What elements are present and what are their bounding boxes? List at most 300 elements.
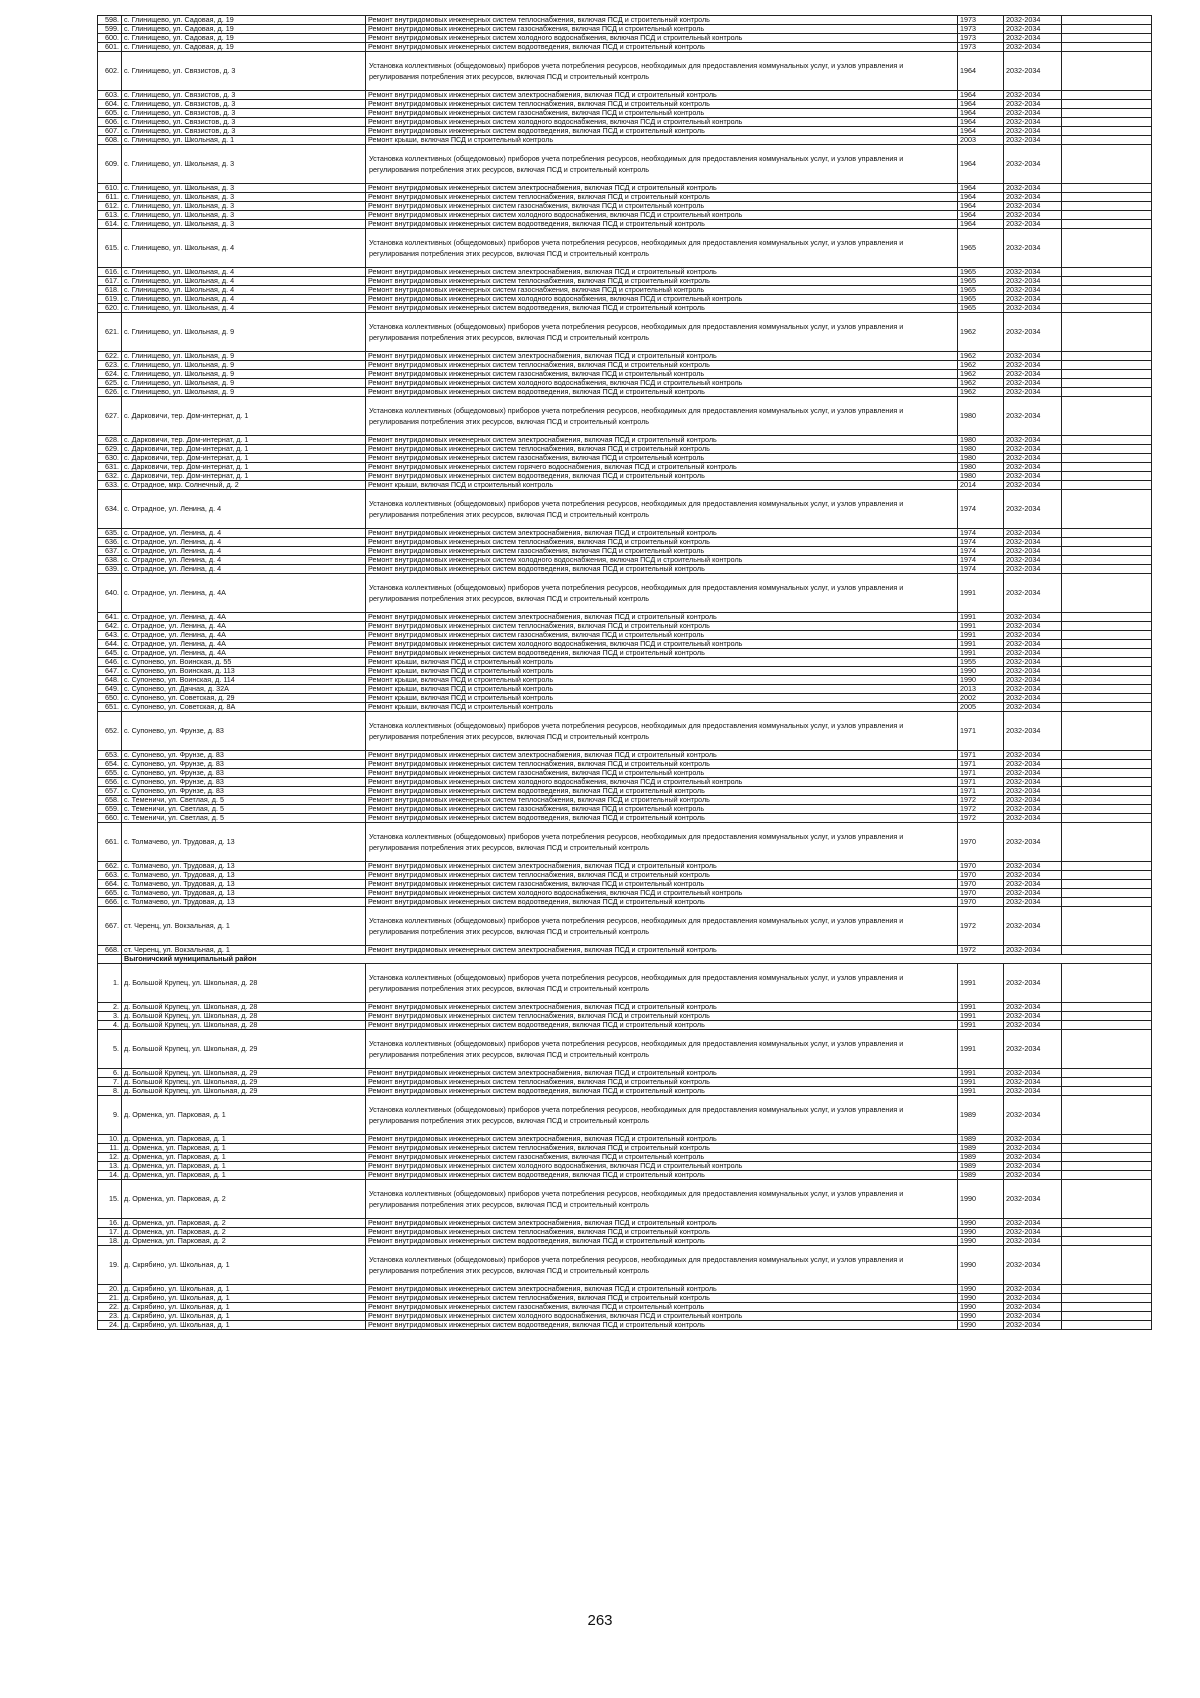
row-number-cell: 656. (98, 778, 122, 787)
table-row (98, 25, 1152, 34)
year-cell: 1989 (958, 1171, 1004, 1180)
work-type-cell: Ремонт внутридомовых инженерных систем теплоснабжения, включая ПСД и строительный контроль (366, 1294, 958, 1303)
blank-cell (1062, 1030, 1152, 1069)
table-row (98, 184, 1152, 193)
address-cell: с. Отрадное, ул. Ленина, д. 4 (122, 490, 366, 529)
period-cell: 2032-2034 (1004, 277, 1062, 286)
table-row (98, 574, 1152, 613)
period-cell: 2032-2034 (1004, 1012, 1062, 1021)
period-cell: 2032-2034 (1004, 1228, 1062, 1237)
work-type-cell: Ремонт внутридомовых инженерных систем электроснабжения, включая ПСД и строительный контроль (366, 862, 958, 871)
work-type-cell: Ремонт внутридомовых инженерных систем холодного водоснабжения, включая ПСД и строительный контроль (366, 379, 958, 388)
work-type-cell: Ремонт внутридомовых инженерных систем газоснабжения, включая ПСД и строительный контроль (366, 631, 958, 640)
year-cell: 1965 (958, 295, 1004, 304)
year-cell: 1980 (958, 463, 1004, 472)
year-cell: 2014 (958, 481, 1004, 490)
blank-cell (1062, 1012, 1152, 1021)
address-cell: с. Супонево, ул. Советская, д. 8А (122, 703, 366, 712)
work-type-cell: Ремонт внутридомовых инженерных систем газоснабжения, включая ПСД и строительный контроль (366, 370, 958, 379)
address-cell: с. Глинищево, ул. Школьная, д. 9 (122, 361, 366, 370)
blank-cell (1062, 136, 1152, 145)
period-cell: 2032-2034 (1004, 193, 1062, 202)
year-cell: 1965 (958, 286, 1004, 295)
address-cell: с. Отрадное, ул. Ленина, д. 4 (122, 529, 366, 538)
row-number-cell: 647. (98, 667, 122, 676)
period-cell: 2032-2034 (1004, 1303, 1062, 1312)
address-cell: с. Дарковичи, тер. Дом-интернат, д. 1 (122, 445, 366, 454)
table-row (98, 286, 1152, 295)
address-cell: д. Скрябино, ул. Школьная, д. 1 (122, 1246, 366, 1285)
table-row (98, 889, 1152, 898)
year-cell: 1964 (958, 100, 1004, 109)
table-row (98, 370, 1152, 379)
work-type-cell: Ремонт внутридомовых инженерных систем теплоснабжения, включая ПСД и строительный контроль (366, 622, 958, 631)
period-cell: 2032-2034 (1004, 814, 1062, 823)
row-number-cell: 668. (98, 946, 122, 955)
work-type-cell: Ремонт внутридомовых инженерных систем водоотведения, включая ПСД и строительный контроль (366, 388, 958, 397)
table-row (98, 1030, 1152, 1069)
address-cell: с. Глинищево, ул. Связистов, д. 3 (122, 109, 366, 118)
row-number-cell: 623. (98, 361, 122, 370)
blank-cell (1062, 286, 1152, 295)
row-number-cell: 4. (98, 1021, 122, 1030)
address-cell: с. Супонево, ул. Дачная, д. 32А (122, 685, 366, 694)
row-number-cell: 17. (98, 1228, 122, 1237)
row-number-cell: 633. (98, 481, 122, 490)
row-number-cell: 616. (98, 268, 122, 277)
row-number-cell: 648. (98, 676, 122, 685)
work-type-cell: Установка коллективных (общедомовых) приборов учета потребления ресурсов, необходимых для предоставления коммунальных услуг, и узлов управления и регулирования потребления этих ресурсов, включая ПСД и строительный контроль (366, 574, 958, 613)
row-number-cell: 657. (98, 787, 122, 796)
year-cell: 1964 (958, 91, 1004, 100)
blank-cell (1062, 1321, 1152, 1330)
table-body-part2 (98, 964, 1152, 1330)
work-type-cell: Ремонт внутридомовых инженерных систем холодного водоснабжения, включая ПСД и строительный контроль (366, 118, 958, 127)
table-row (98, 193, 1152, 202)
table-row (98, 667, 1152, 676)
year-cell: 1974 (958, 529, 1004, 538)
table-row (98, 694, 1152, 703)
row-number-cell: 23. (98, 1312, 122, 1321)
work-type-cell: Ремонт внутридомовых инженерных систем холодного водоснабжения, включая ПСД и строительный контроль (366, 1162, 958, 1171)
table-row (98, 352, 1152, 361)
row-number-cell: 612. (98, 202, 122, 211)
blank-cell (1062, 805, 1152, 814)
work-type-cell: Ремонт внутридомовых инженерных систем теплоснабжения, включая ПСД и строительный контроль (366, 16, 958, 25)
work-type-cell: Установка коллективных (общедомовых) приборов учета потребления ресурсов, необходимых для предоставления коммунальных услуг, и узлов управления и регулирования потребления этих ресурсов, включая ПСД и строительный контроль (366, 712, 958, 751)
year-cell: 1973 (958, 25, 1004, 34)
period-cell: 2032-2034 (1004, 25, 1062, 34)
work-type-cell: Ремонт внутридомовых инженерных систем электроснабжения, включая ПСД и строительный контроль (366, 613, 958, 622)
year-cell: 1962 (958, 313, 1004, 352)
period-cell: 2032-2034 (1004, 463, 1062, 472)
row-number-cell: 654. (98, 760, 122, 769)
address-cell: с. Супонево, ул. Фрунзе, д. 83 (122, 778, 366, 787)
address-cell: с. Супонево, ул. Фрунзе, д. 83 (122, 787, 366, 796)
blank-cell (1062, 202, 1152, 211)
work-type-cell: Ремонт крыши, включая ПСД и строительный контроль (366, 694, 958, 703)
capital-repair-table (97, 15, 1152, 1330)
year-cell: 1973 (958, 34, 1004, 43)
work-type-cell: Ремонт внутридомовых инженерных систем горячего водоснабжения, включая ПСД и строительный контроль (366, 463, 958, 472)
table-row (98, 436, 1152, 445)
year-cell: 1964 (958, 145, 1004, 184)
work-type-cell: Ремонт внутридомовых инженерных систем газоснабжения, включая ПСД и строительный контроль (366, 202, 958, 211)
year-cell: 1971 (958, 712, 1004, 751)
table-row (98, 631, 1152, 640)
row-number-cell: 3. (98, 1012, 122, 1021)
work-type-cell: Ремонт внутридомовых инженерных систем газоснабжения, включая ПСД и строительный контроль (366, 1153, 958, 1162)
year-cell: 1964 (958, 184, 1004, 193)
period-cell: 2032-2034 (1004, 1246, 1062, 1285)
work-type-cell: Ремонт внутридомовых инженерных систем газоснабжения, включая ПСД и строительный контроль (366, 880, 958, 889)
work-type-cell: Ремонт внутридомовых инженерных систем теплоснабжения, включая ПСД и строительный контроль (366, 100, 958, 109)
blank-cell (1062, 667, 1152, 676)
table-row (98, 547, 1152, 556)
table-row (98, 1321, 1152, 1330)
year-cell: 1971 (958, 787, 1004, 796)
address-cell: с. Отрадное, ул. Ленина, д. 4А (122, 574, 366, 613)
row-number-cell: 635. (98, 529, 122, 538)
period-cell: 2032-2034 (1004, 1069, 1062, 1078)
row-number-cell: 610. (98, 184, 122, 193)
address-cell: д. Скрябино, ул. Школьная, д. 1 (122, 1303, 366, 1312)
year-cell: 1974 (958, 490, 1004, 529)
row-number-cell: 637. (98, 547, 122, 556)
blank-cell (1062, 1219, 1152, 1228)
table-row (98, 1162, 1152, 1171)
row-number-cell: 13. (98, 1162, 122, 1171)
address-cell: д. Скрябино, ул. Школьная, д. 1 (122, 1321, 366, 1330)
period-cell: 2032-2034 (1004, 964, 1062, 1003)
address-cell: с. Глинищево, ул. Связистов, д. 3 (122, 127, 366, 136)
row-number-cell: 630. (98, 454, 122, 463)
row-number-cell: 658. (98, 796, 122, 805)
period-cell: 2032-2034 (1004, 34, 1062, 43)
table-row (98, 1180, 1152, 1219)
work-type-cell: Установка коллективных (общедомовых) приборов учета потребления ресурсов, необходимых для предоставления коммунальных услуг, и узлов управления и регулирования потребления этих ресурсов, включая ПСД и строительный контроль (366, 313, 958, 352)
blank-cell (1062, 1021, 1152, 1030)
address-cell: с. Глинищево, ул. Школьная, д. 4 (122, 268, 366, 277)
row-number-cell: 665. (98, 889, 122, 898)
period-cell: 2032-2034 (1004, 1162, 1062, 1171)
blank-cell (1062, 658, 1152, 667)
table-row (98, 304, 1152, 313)
work-type-cell: Установка коллективных (общедомовых) приборов учета потребления ресурсов, необходимых для предоставления коммунальных услуг, и узлов управления и регулирования потребления этих ресурсов, включая ПСД и строительный контроль (366, 52, 958, 91)
year-cell: 1964 (958, 202, 1004, 211)
table-row (98, 202, 1152, 211)
address-cell: с. Глинищево, ул. Связистов, д. 3 (122, 100, 366, 109)
work-type-cell: Ремонт внутридомовых инженерных систем теплоснабжения, включая ПСД и строительный контроль (366, 1078, 958, 1087)
address-cell: с. Глинищево, ул. Школьная, д. 4 (122, 286, 366, 295)
table-row (98, 397, 1152, 436)
blank-cell (1062, 649, 1152, 658)
year-cell: 1973 (958, 43, 1004, 52)
address-cell: д. Орменка, ул. Парковая, д. 1 (122, 1153, 366, 1162)
blank-cell (1062, 184, 1152, 193)
year-cell: 1990 (958, 1219, 1004, 1228)
period-cell: 2032-2034 (1004, 805, 1062, 814)
row-number-cell: 619. (98, 295, 122, 304)
year-cell: 1962 (958, 352, 1004, 361)
year-cell: 1991 (958, 613, 1004, 622)
table-row (98, 1069, 1152, 1078)
blank-cell (1062, 1303, 1152, 1312)
row-number-cell: 20. (98, 1285, 122, 1294)
year-cell: 1965 (958, 304, 1004, 313)
blank-cell (1062, 946, 1152, 955)
work-type-cell: Ремонт внутридомовых инженерных систем электроснабжения, включая ПСД и строительный контроль (366, 184, 958, 193)
address-cell: с. Теменичи, ул. Светлая, д. 5 (122, 796, 366, 805)
period-cell: 2032-2034 (1004, 286, 1062, 295)
year-cell: 1990 (958, 1246, 1004, 1285)
table-row (98, 145, 1152, 184)
period-cell: 2032-2034 (1004, 778, 1062, 787)
address-cell: с. Глинищево, ул. Школьная, д. 4 (122, 277, 366, 286)
year-cell: 1991 (958, 622, 1004, 631)
table-row (98, 34, 1152, 43)
period-cell: 2032-2034 (1004, 823, 1062, 862)
table-row (98, 463, 1152, 472)
year-cell: 1990 (958, 1228, 1004, 1237)
work-type-cell: Ремонт внутридомовых инженерных систем электроснабжения, включая ПСД и строительный контроль (366, 1069, 958, 1078)
period-cell: 2032-2034 (1004, 379, 1062, 388)
address-cell: д. Большой Крупец, ул. Школьная, д. 28 (122, 964, 366, 1003)
period-cell: 2032-2034 (1004, 1135, 1062, 1144)
work-type-cell: Ремонт крыши, включая ПСД и строительный контроль (366, 685, 958, 694)
year-cell: 1980 (958, 445, 1004, 454)
address-cell: с. Глинищево, ул. Школьная, д. 9 (122, 313, 366, 352)
work-type-cell: Ремонт внутридомовых инженерных систем водоотведения, включая ПСД и строительный контроль (366, 565, 958, 574)
work-type-cell: Ремонт внутридомовых инженерных систем водоотведения, включая ПСД и строительный контроль (366, 1321, 958, 1330)
period-cell: 2032-2034 (1004, 490, 1062, 529)
blank-cell (1062, 445, 1152, 454)
period-cell: 2032-2034 (1004, 1312, 1062, 1321)
year-cell: 1990 (958, 1312, 1004, 1321)
row-number-cell: 650. (98, 694, 122, 703)
address-cell: д. Орменка, ул. Парковая, д. 2 (122, 1237, 366, 1246)
address-cell: с. Глинищево, ул. Садовая, д. 19 (122, 16, 366, 25)
blank-cell (1062, 295, 1152, 304)
year-cell: 1972 (958, 907, 1004, 946)
work-type-cell: Установка коллективных (общедомовых) приборов учета потребления ресурсов, необходимых для предоставления коммунальных услуг, и узлов управления и регулирования потребления этих ресурсов, включая ПСД и строительный контроль (366, 907, 958, 946)
blank-cell (1062, 694, 1152, 703)
year-cell: 2013 (958, 685, 1004, 694)
period-cell: 2032-2034 (1004, 127, 1062, 136)
year-cell: 1980 (958, 436, 1004, 445)
work-type-cell: Ремонт внутридомовых инженерных систем водоотведения, включая ПСД и строительный контроль (366, 649, 958, 658)
row-number-cell: 18. (98, 1237, 122, 1246)
year-cell: 1991 (958, 1030, 1004, 1069)
address-cell: с. Толмачево, ул. Трудовая, д. 13 (122, 823, 366, 862)
work-type-cell: Ремонт внутридомовых инженерных систем газоснабжения, включая ПСД и строительный контроль (366, 1303, 958, 1312)
row-number-cell: 634. (98, 490, 122, 529)
table-row (98, 1078, 1152, 1087)
row-number-cell: 21. (98, 1294, 122, 1303)
table-row (98, 685, 1152, 694)
blank-cell (1062, 277, 1152, 286)
address-cell: с. Супонево, ул. Фрунзе, д. 83 (122, 751, 366, 760)
blank-cell (1062, 34, 1152, 43)
address-cell: с. Дарковичи, тер. Дом-интернат, д. 1 (122, 397, 366, 436)
blank-cell (1062, 778, 1152, 787)
address-cell: д. Орменка, ул. Парковая, д. 1 (122, 1096, 366, 1135)
year-cell: 1991 (958, 1069, 1004, 1078)
row-number-cell: 601. (98, 43, 122, 52)
period-cell: 2032-2034 (1004, 880, 1062, 889)
table-row (98, 649, 1152, 658)
work-type-cell: Ремонт крыши, включая ПСД и строительный контроль (366, 703, 958, 712)
address-cell: с. Глинищево, ул. Связистов, д. 3 (122, 118, 366, 127)
work-type-cell: Ремонт внутридомовых инженерных систем электроснабжения, включая ПСД и строительный контроль (366, 751, 958, 760)
work-type-cell: Ремонт внутридомовых инженерных систем электроснабжения, включая ПСД и строительный контроль (366, 91, 958, 100)
period-cell: 2032-2034 (1004, 538, 1062, 547)
year-cell: 1971 (958, 769, 1004, 778)
period-cell: 2032-2034 (1004, 295, 1062, 304)
work-type-cell: Ремонт внутридомовых инженерных систем теплоснабжения, включая ПСД и строительный контроль (366, 1144, 958, 1153)
blank-cell (1062, 1162, 1152, 1171)
address-cell: с. Глинищево, ул. Школьная, д. 9 (122, 379, 366, 388)
blank-cell (1062, 463, 1152, 472)
table-row (98, 814, 1152, 823)
row-number-cell: 661. (98, 823, 122, 862)
blank-cell (1062, 529, 1152, 538)
address-cell: д. Большой Крупец, ул. Школьная, д. 29 (122, 1078, 366, 1087)
work-type-cell: Ремонт крыши, включая ПСД и строительный контроль (366, 136, 958, 145)
period-cell: 2032-2034 (1004, 667, 1062, 676)
row-number-cell: 24. (98, 1321, 122, 1330)
year-cell: 1990 (958, 676, 1004, 685)
address-cell: с. Теменичи, ул. Светлая, д. 5 (122, 814, 366, 823)
table-row (98, 295, 1152, 304)
blank-cell (1062, 898, 1152, 907)
address-cell: ст. Черенц, ул. Вокзальная, д. 1 (122, 907, 366, 946)
year-cell: 1970 (958, 871, 1004, 880)
address-cell: д. Орменка, ул. Парковая, д. 2 (122, 1228, 366, 1237)
year-cell: 1971 (958, 778, 1004, 787)
period-cell: 2032-2034 (1004, 547, 1062, 556)
blank-cell (1062, 640, 1152, 649)
work-type-cell: Ремонт внутридомовых инженерных систем электроснабжения, включая ПСД и строительный контроль (366, 1219, 958, 1228)
year-cell: 1991 (958, 964, 1004, 1003)
row-number-cell: 625. (98, 379, 122, 388)
address-cell: с. Отрадное, ул. Ленина, д. 4А (122, 631, 366, 640)
period-cell: 2032-2034 (1004, 565, 1062, 574)
row-number-cell: 645. (98, 649, 122, 658)
year-cell: 1964 (958, 52, 1004, 91)
address-cell: д. Скрябино, ул. Школьная, д. 1 (122, 1294, 366, 1303)
row-number-cell: 622. (98, 352, 122, 361)
work-type-cell: Ремонт внутридомовых инженерных систем электроснабжения, включая ПСД и строительный контроль (366, 1135, 958, 1144)
work-type-cell: Ремонт внутридомовых инженерных систем водоотведения, включая ПСД и строительный контроль (366, 127, 958, 136)
work-type-cell: Ремонт внутридомовых инженерных систем водоотведения, включая ПСД и строительный контроль (366, 304, 958, 313)
row-number-cell: 621. (98, 313, 122, 352)
table-row (98, 1285, 1152, 1294)
blank-cell (1062, 769, 1152, 778)
address-cell: с. Толмачево, ул. Трудовая, д. 13 (122, 889, 366, 898)
table-row (98, 1312, 1152, 1321)
address-cell: с. Теменичи, ул. Светлая, д. 5 (122, 805, 366, 814)
row-number-cell: 607. (98, 127, 122, 136)
year-cell: 1962 (958, 361, 1004, 370)
table-row (98, 91, 1152, 100)
table-row (98, 211, 1152, 220)
work-type-cell: Ремонт внутридомовых инженерных систем водоотведения, включая ПСД и строительный контроль (366, 898, 958, 907)
blank-cell (1062, 1153, 1152, 1162)
blank-cell (1062, 220, 1152, 229)
period-cell: 2032-2034 (1004, 946, 1062, 955)
year-cell: 1990 (958, 1321, 1004, 1330)
address-cell: с. Глинищево, ул. Школьная, д. 3 (122, 202, 366, 211)
address-cell: д. Орменка, ул. Парковая, д. 1 (122, 1162, 366, 1171)
table-row (98, 100, 1152, 109)
address-cell: с. Глинищево, ул. Садовая, д. 19 (122, 43, 366, 52)
year-cell: 1989 (958, 1153, 1004, 1162)
row-number-cell: 651. (98, 703, 122, 712)
blank-cell (1062, 109, 1152, 118)
blank-cell (1062, 52, 1152, 91)
period-cell: 2032-2034 (1004, 649, 1062, 658)
table-row (98, 1171, 1152, 1180)
row-number-cell: 646. (98, 658, 122, 667)
period-cell: 2032-2034 (1004, 211, 1062, 220)
table-row (98, 313, 1152, 352)
blank-cell (1062, 1144, 1152, 1153)
table-row (98, 1228, 1152, 1237)
address-cell: с. Супонево, ул. Воинская, д. 114 (122, 676, 366, 685)
section-title: Выгоничский муниципальный район (122, 955, 1152, 964)
blank-cell (1062, 622, 1152, 631)
period-cell: 2032-2034 (1004, 685, 1062, 694)
table-row (98, 118, 1152, 127)
period-cell: 2032-2034 (1004, 703, 1062, 712)
blank-cell (1062, 436, 1152, 445)
table-body-part1 (98, 16, 1152, 955)
work-type-cell: Ремонт внутридомовых инженерных систем водоотведения, включая ПСД и строительный контроль (366, 814, 958, 823)
year-cell: 1990 (958, 1285, 1004, 1294)
period-cell: 2032-2034 (1004, 676, 1062, 685)
table-row (98, 1135, 1152, 1144)
year-cell: 1955 (958, 658, 1004, 667)
row-number-cell: 2. (98, 1003, 122, 1012)
period-cell: 2032-2034 (1004, 352, 1062, 361)
address-cell: с. Глинищево, ул. Школьная, д. 9 (122, 388, 366, 397)
table-row (98, 1246, 1152, 1285)
row-number-cell: 9. (98, 1096, 122, 1135)
year-cell: 1990 (958, 1294, 1004, 1303)
work-type-cell: Ремонт внутридомовых инженерных систем водоотведения, включая ПСД и строительный контроль (366, 787, 958, 796)
table-row (98, 964, 1152, 1003)
blank-cell (1062, 16, 1152, 25)
work-type-cell: Ремонт крыши, включая ПСД и строительный контроль (366, 481, 958, 490)
period-cell: 2032-2034 (1004, 1153, 1062, 1162)
year-cell: 1980 (958, 472, 1004, 481)
blank-cell (1062, 1294, 1152, 1303)
work-type-cell: Ремонт крыши, включая ПСД и строительный контроль (366, 676, 958, 685)
period-cell: 2032-2034 (1004, 631, 1062, 640)
period-cell: 2032-2034 (1004, 100, 1062, 109)
table-row (98, 1012, 1152, 1021)
address-cell: с. Супонево, ул. Воинская, д. 55 (122, 658, 366, 667)
table-row (98, 676, 1152, 685)
address-cell: с. Глинищево, ул. Связистов, д. 3 (122, 91, 366, 100)
table-row (98, 445, 1152, 454)
row-number-cell: 653. (98, 751, 122, 760)
blank-cell (1062, 370, 1152, 379)
year-cell: 2005 (958, 703, 1004, 712)
period-cell: 2032-2034 (1004, 889, 1062, 898)
work-type-cell: Ремонт внутридомовых инженерных систем холодного водоснабжения, включая ПСД и строительный контроль (366, 640, 958, 649)
